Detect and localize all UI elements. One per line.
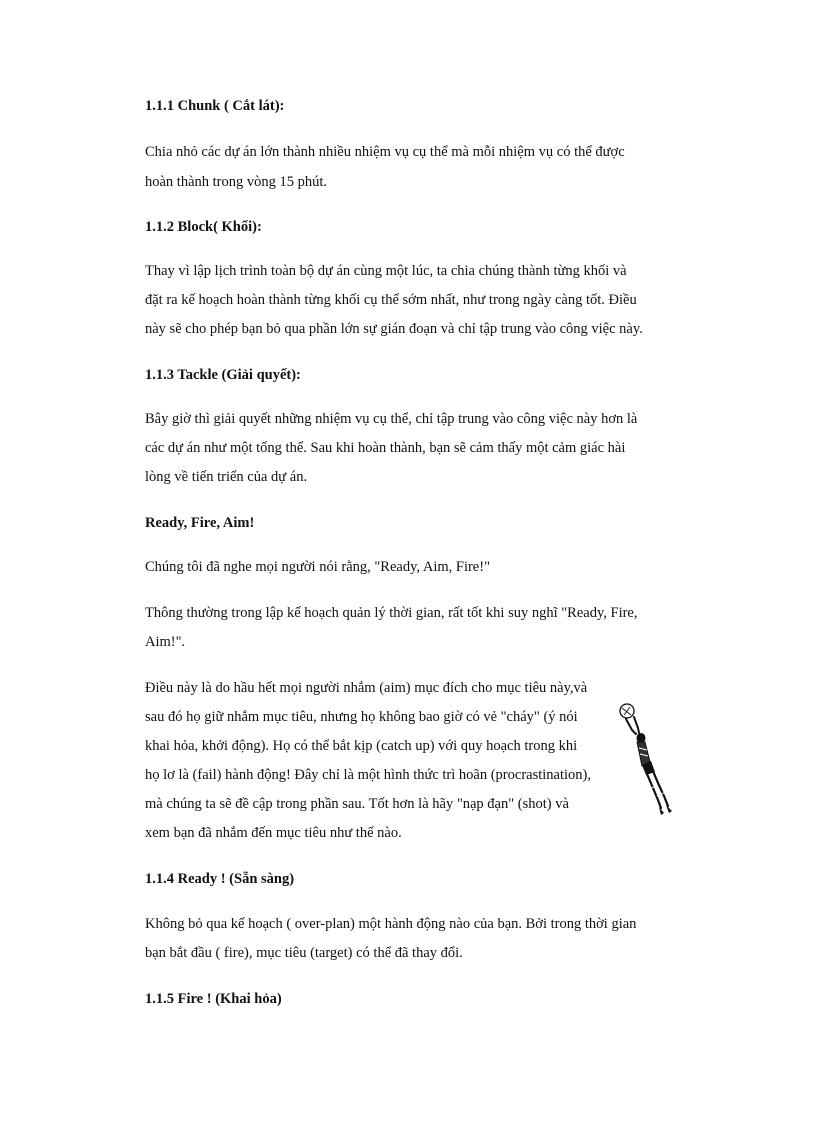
rfa-para-3-line-5: mà chúng ta sẽ đề cập trong phần sau. Tốt hơn là hãy "nạp đạn" (shot) và	[145, 796, 569, 812]
heading-ready-fire-aim: Ready, Fire, Aim!	[145, 515, 255, 531]
rfa-para-2-line-2: Aim!".	[145, 634, 186, 650]
heading-tackle: 1.1.3 Tackle (Giải quyết):	[145, 367, 301, 383]
ready-line-2: bạn bắt đầu ( fire), mục tiêu (target) có thể đã thay đổi.	[145, 945, 463, 961]
heading-fire: 1.1.5 Fire ! (Khai hỏa)	[145, 991, 282, 1007]
rfa-para-1: Chúng tôi đã nghe mọi người nói rằng, "Ready, Aim, Fire!"	[145, 559, 490, 575]
rfa-para-2-line-1: Thông thường trong lập kế hoạch quản lý thời gian, rất tốt khi suy nghĩ "Ready, Fire,	[145, 605, 638, 621]
rfa-para-3-line-3: khai hỏa, khởi động). Họ có thể bắt kịp (catch up) với quy hoạch trong khi	[145, 738, 578, 754]
goalkeeper-catching-ball-icon	[612, 700, 674, 818]
tackle-line-1: Bây giờ thì giải quyết những nhiệm vụ cụ thể, chỉ tập trung vào công việc này hơn là	[145, 411, 638, 427]
rfa-para-3-line-1: Điều này là do hầu hết mọi người nhắm (aim) mục đích cho mục tiêu này,và	[145, 680, 588, 696]
chunk-line-2: hoàn thành trong vòng 15 phút.	[145, 174, 328, 190]
chunk-line-1: Chia nhỏ các dự án lớn thành nhiều nhiệm vụ cụ thể mà mỗi nhiệm vụ có thể được	[145, 144, 625, 160]
heading-block: 1.1.2 Block( Khối):	[145, 219, 262, 235]
block-line-2: đặt ra kế hoạch hoàn thành từng khối cụ thể sớm nhất, như trong ngày càng tốt. Điều	[145, 292, 637, 308]
block-line-3: này sẽ cho phép bạn bỏ qua phần lớn sự gián đoạn và chỉ tập trung vào công việc này.	[145, 321, 643, 337]
block-line-1: Thay vì lập lịch trình toàn bộ dự án cùng một lúc, ta chia chúng thành từng khối và	[145, 263, 627, 279]
heading-chunk: 1.1.1 Chunk ( Cắt lát):	[145, 98, 285, 114]
ready-line-1: Không bỏ qua kế hoạch ( over-plan) một hành động nào của bạn. Bởi trong thời gian	[145, 916, 637, 932]
rfa-para-3-line-2: sau đó họ giữ nhắm mục tiêu, nhưng họ không bao giờ có vẻ "cháy" (ý nói	[145, 709, 578, 725]
heading-ready: 1.1.4 Ready ! (Sẵn sàng)	[145, 871, 295, 887]
rfa-para-3-line-6: xem bạn đã nhắm đến mục tiêu như thế nào.	[145, 825, 402, 841]
rfa-para-3-line-4: họ lơ là (fail) hành động! Đây chỉ là một hình thức trì hoãn (procrastination),	[145, 767, 591, 783]
tackle-line-3: lòng về tiến triển của dự án.	[145, 469, 308, 485]
tackle-line-2: các dự án như một tổng thể. Sau khi hoàn thành, bạn sẽ cảm thấy một cảm giác hài	[145, 440, 626, 456]
